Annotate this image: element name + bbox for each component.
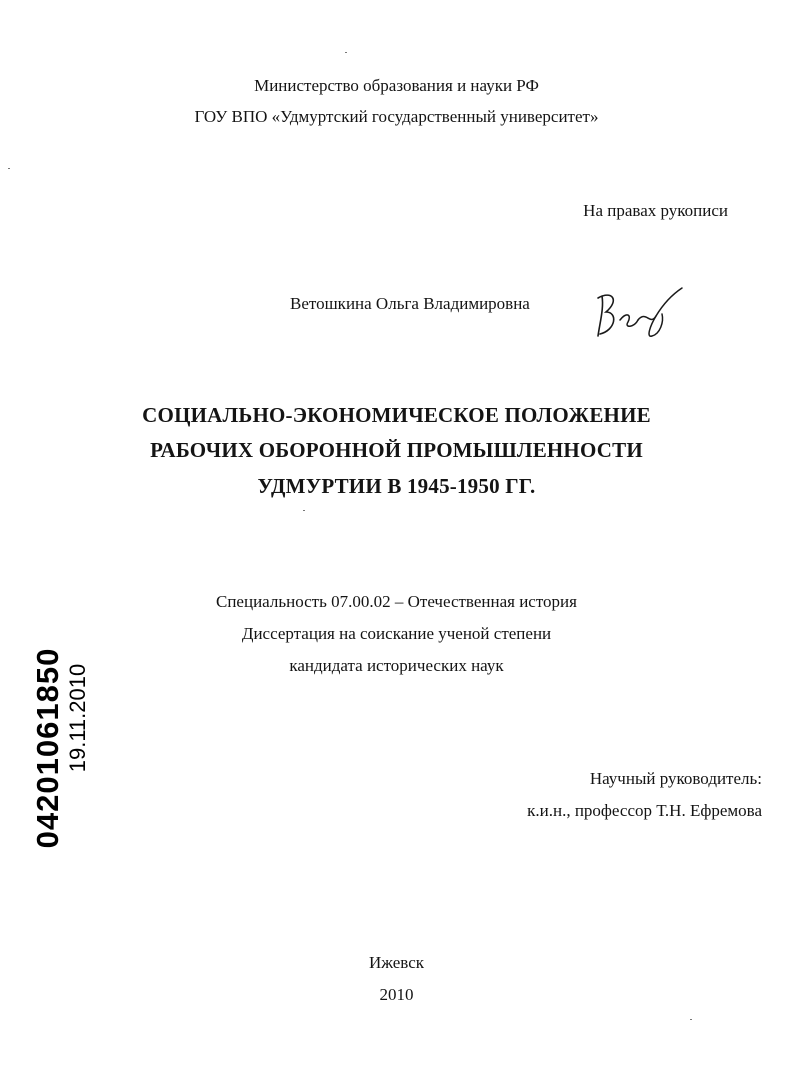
title-line-2: РАБОЧИХ ОБОРОННОЙ ПРОМЫШЛЕННОСТИ (150, 438, 643, 462)
year: 2010 (379, 985, 414, 1004)
scan-speck (345, 52, 347, 53)
manuscript-note: На правах рукописи (583, 201, 728, 220)
author-name: Ветошкина Ольга Владимировна (290, 294, 530, 313)
degree-line-1: Диссертация на соискание ученой степени (241, 624, 552, 643)
scan-speck (8, 168, 10, 169)
signature (590, 286, 690, 342)
stamp-date: 19.11.2010 (65, 663, 90, 773)
title-line-3: УДМУРТИИ В 1945-1950 ГГ. (257, 474, 536, 498)
scan-speck (303, 510, 305, 511)
city: Ижевск (368, 953, 425, 972)
title-line-1: СОЦИАЛЬНО-ЭКОНОМИЧЕСКОЕ ПОЛОЖЕНИЕ (142, 403, 651, 427)
supervisor-label: Научный руководитель: (589, 769, 762, 788)
library-stamp (30, 648, 90, 849)
ministry-name: Министерство образования и науки РФ (254, 76, 539, 95)
scan-speck (690, 1019, 692, 1020)
specialty-line: Специальность 07.00.02 – Отечественная история (216, 592, 577, 611)
degree-line-2: кандидата исторических наук (289, 656, 504, 675)
university-name: ГОУ ВПО «Удмуртский государственный университет» (194, 107, 599, 126)
supervisor-name: к.и.н., профессор Т.Н. Ефремова (527, 801, 762, 820)
stamp-id: 04201061850 (30, 647, 65, 849)
